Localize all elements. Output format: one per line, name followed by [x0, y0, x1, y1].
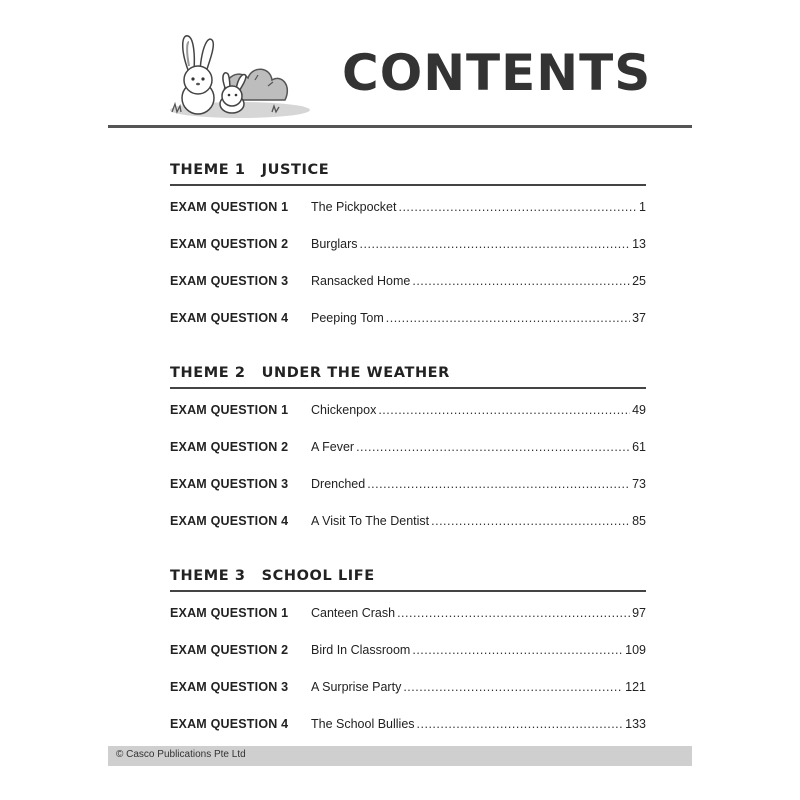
entry-label: EXAM QUESTION 1: [170, 403, 289, 417]
entry-label: EXAM QUESTION 2: [170, 237, 289, 251]
entry-title: A Visit To The Dentist: [311, 514, 430, 528]
entry-label: EXAM QUESTION 3: [170, 274, 289, 288]
entry-page-number: 85: [632, 514, 646, 528]
footer-bar: [108, 746, 692, 766]
entry-title: Burglars: [311, 237, 358, 251]
dot-leader: [431, 514, 630, 528]
toc-entry[interactable]: [170, 311, 646, 348]
entry-page-number: 37: [632, 311, 646, 325]
theme-name: JUSTICE: [261, 162, 330, 178]
toc-entry[interactable]: [170, 200, 646, 237]
entry-label: EXAM QUESTION 2: [170, 643, 289, 657]
entry-page-number: 133: [625, 717, 646, 731]
dot-leader: [417, 717, 624, 731]
entry-page-number: 25: [632, 274, 646, 288]
toc-entry[interactable]: [170, 477, 646, 514]
dot-leader: [403, 680, 623, 694]
entry-page-number: 121: [625, 680, 646, 694]
entry-page-number: 109: [625, 643, 646, 657]
entry-title: Ransacked Home: [311, 274, 411, 288]
entry-title: Peeping Tom: [311, 311, 384, 325]
entry-label: EXAM QUESTION 3: [170, 680, 289, 694]
theme-divider: [170, 184, 646, 186]
entry-page-number: 73: [632, 477, 646, 491]
entry-page-number: 61: [632, 440, 646, 454]
theme-number: THEME 3: [170, 568, 246, 584]
entry-title: A Surprise Party: [311, 680, 402, 694]
entry-title: The Pickpocket: [311, 200, 397, 214]
entry-title: Chickenpox: [311, 403, 377, 417]
theme-name: UNDER THE WEATHER: [261, 365, 450, 381]
dot-leader: [397, 606, 630, 620]
toc-entry[interactable]: [170, 680, 646, 717]
dot-leader: [412, 274, 630, 288]
dot-leader: [412, 643, 623, 657]
entry-label: EXAM QUESTION 1: [170, 606, 289, 620]
theme-section: [170, 363, 646, 551]
theme-section: [170, 566, 646, 754]
toc-entry[interactable]: [170, 237, 646, 274]
toc-entry[interactable]: [170, 274, 646, 311]
entry-title: A Fever: [311, 440, 355, 454]
header-divider: [108, 125, 692, 128]
page-title: CONTENTS: [342, 44, 652, 102]
entry-label: EXAM QUESTION 4: [170, 311, 289, 325]
theme-divider: [170, 387, 646, 389]
theme-number: THEME 1: [170, 162, 246, 178]
entry-label: EXAM QUESTION 1: [170, 200, 289, 214]
entry-title: Drenched: [311, 477, 366, 491]
entry-label: EXAM QUESTION 4: [170, 717, 289, 731]
entry-page-number: 1: [639, 200, 646, 214]
entry-label: EXAM QUESTION 4: [170, 514, 289, 528]
entry-label: EXAM QUESTION 3: [170, 477, 289, 491]
entry-title: Bird In Classroom: [311, 643, 411, 657]
theme-section: [170, 160, 646, 348]
dot-leader: [386, 311, 630, 325]
entry-title: Canteen Crash: [311, 606, 396, 620]
entry-page-number: 49: [632, 403, 646, 417]
theme-heading: [170, 363, 646, 383]
entry-label: EXAM QUESTION 2: [170, 440, 289, 454]
dot-leader: [356, 440, 630, 454]
bunnies-illustration: [160, 28, 310, 123]
toc-entry[interactable]: [170, 440, 646, 477]
toc-entry[interactable]: [170, 403, 646, 440]
toc-entry[interactable]: [170, 514, 646, 551]
theme-name: SCHOOL LIFE: [261, 568, 375, 584]
entry-page-number: 97: [632, 606, 646, 620]
entry-page-number: 13: [632, 237, 646, 251]
theme-number: THEME 2: [170, 365, 246, 381]
theme-divider: [170, 590, 646, 592]
dot-leader: [360, 237, 631, 251]
theme-heading: [170, 566, 646, 586]
toc-entry[interactable]: [170, 606, 646, 643]
entry-title: The School Bullies: [311, 717, 415, 731]
dot-leader: [367, 477, 630, 491]
toc-entry[interactable]: [170, 643, 646, 680]
theme-heading: [170, 160, 646, 180]
copyright-text: © Casco Publications Pte Ltd: [116, 749, 246, 760]
dot-leader: [378, 403, 630, 417]
dot-leader: [398, 200, 637, 214]
